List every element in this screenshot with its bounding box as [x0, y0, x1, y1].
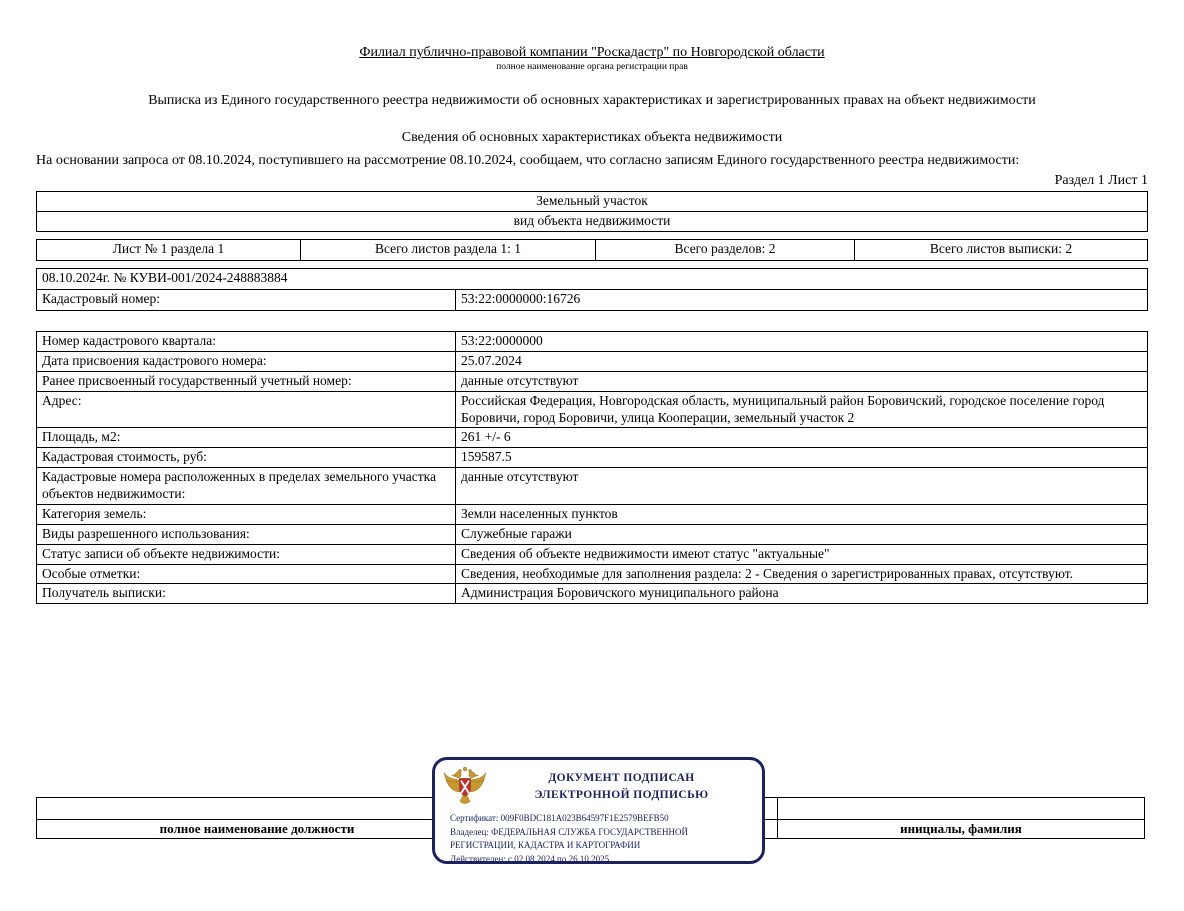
detail-value: Российская Федерация, Новгородская область, муниципальный район Боровичский, городское поселение город Боровичи, город Боровичи, улица Кооперации, земельный участок 2	[456, 391, 1148, 428]
name-caption: инициалы, фамилия	[778, 820, 1145, 839]
request-basis-line: На основании запроса от 08.10.2024, поступившего на рассмотрение 08.10.2024, сообщаем, что согласно записям Единого государственного реестра недвижимости:	[36, 153, 1020, 168]
table-row	[37, 351, 1148, 371]
sheet-cell: Всего листов выписки: 2	[855, 240, 1148, 261]
table-row	[37, 468, 1148, 505]
table-row	[37, 428, 1148, 448]
detail-label: Ранее присвоенный государственный учетный номер:	[37, 371, 456, 391]
detail-value: 159587.5	[456, 448, 1148, 468]
sheet-cell: Всего листов раздела 1: 1	[301, 240, 596, 261]
stamp-validity: Действителен: с 02.08.2024 по 26.10.2025	[450, 853, 610, 864]
document-content	[36, 0, 1148, 604]
detail-label: Категория земель:	[37, 504, 456, 524]
digital-signature-stamp	[432, 757, 765, 864]
detail-label: Кадастровая стоимость, руб:	[37, 448, 456, 468]
stamp-details	[435, 810, 762, 866]
detail-value: Сведения, необходимые для заполнения раздела: 2 - Сведения о зарегистрированных правах, отсутствуют.	[456, 564, 1148, 584]
detail-value: Служебные гаражи	[456, 524, 1148, 544]
stamp-title-line2: ЭЛЕКТРОННОЙ ПОДПИСЬЮ	[534, 789, 709, 801]
object-kind-caption: вид объекта недвижимости	[37, 212, 1148, 232]
stamp-header	[435, 760, 762, 810]
table-row	[37, 391, 1148, 428]
document-title: Выписка из Единого государственного реестра недвижимости об основных характеристиках и зарегистрированных правах на объект недвижимости	[148, 93, 1036, 108]
org-name: Филиал публично-правовой компании "Роскадастр" по Новгородской области	[359, 45, 825, 60]
detail-label: Площадь, м2:	[37, 428, 456, 448]
table-row	[37, 504, 1148, 524]
table-row	[37, 290, 1148, 311]
detail-value: данные отсутствуют	[456, 371, 1148, 391]
request-number-table	[36, 268, 1148, 311]
detail-value: Сведения об объекте недвижимости имеют статус "актуальные"	[456, 544, 1148, 564]
sheet-cell: Всего разделов: 2	[596, 240, 855, 261]
stamp-title-line1: ДОКУМЕНТ ПОДПИСАН	[548, 772, 695, 785]
detail-value: Администрация Боровичского муниципального района	[456, 584, 1148, 604]
sheet-cell: Лист № 1 раздела 1	[37, 240, 301, 261]
detail-value: Земли населенных пунктов	[456, 504, 1148, 524]
object-kind-value: Земельный участок	[37, 192, 1148, 212]
table-row	[37, 192, 1148, 212]
stamp-title	[489, 770, 754, 803]
table-row	[37, 212, 1148, 232]
table-row	[37, 564, 1148, 584]
table-row	[37, 544, 1148, 564]
table-row	[37, 584, 1148, 604]
cadastral-number-value: 53:22:0000000:16726	[456, 290, 1148, 311]
table-row	[37, 332, 1148, 352]
signature-blank-cell	[778, 798, 1145, 820]
table-row	[37, 240, 1148, 261]
detail-value: данные отсутствуют	[456, 468, 1148, 505]
cadastral-number-label: Кадастровый номер:	[37, 290, 456, 311]
detail-label: Особые отметки:	[37, 564, 456, 584]
detail-label: Получатель выписки:	[37, 584, 456, 604]
table-row	[37, 371, 1148, 391]
stamp-owner: Владелец: ФЕДЕРАЛЬНАЯ СЛУЖБА ГОСУДАРСТВЕННОЙ РЕГИСТРАЦИИ, КАДАСТРА И КАРТОГРАФИИ	[450, 826, 689, 850]
request-number: 08.10.2024г. № КУВИ-001/2024-248883884	[37, 269, 1148, 290]
detail-label: Номер кадастрового квартала:	[37, 332, 456, 352]
signature-blank-cell	[37, 798, 478, 820]
section-title: Сведения об основных характеристиках объекта недвижимости	[401, 130, 783, 145]
object-kind-table	[36, 191, 1148, 232]
detail-value: 25.07.2024	[456, 351, 1148, 371]
detail-label: Кадастровые номера расположенных в пределах земельного участка объектов недвижимости:	[37, 468, 456, 505]
section-sheet-label: Раздел 1 Лист 1	[1054, 173, 1148, 188]
position-caption: полное наименование должности	[37, 820, 478, 839]
detail-label: Виды разрешенного использования:	[37, 524, 456, 544]
detail-value: 53:22:0000000	[456, 332, 1148, 352]
detail-label: Дата присвоения кадастрового номера:	[37, 351, 456, 371]
table-row	[37, 448, 1148, 468]
detail-label: Адрес:	[37, 391, 456, 428]
detail-value: 261 +/- 6	[456, 428, 1148, 448]
coat-of-arms-icon	[441, 764, 489, 810]
stamp-certificate: Сертификат: 009F0BDC181A023B64597F1E2579BEFB50	[450, 813, 669, 823]
org-name-caption: полное наименование органа регистрации прав	[496, 62, 688, 72]
details-table	[36, 331, 1148, 604]
sheets-summary-table	[36, 239, 1148, 261]
table-row	[37, 524, 1148, 544]
detail-label: Статус записи об объекте недвижимости:	[37, 544, 456, 564]
table-row	[37, 269, 1148, 290]
